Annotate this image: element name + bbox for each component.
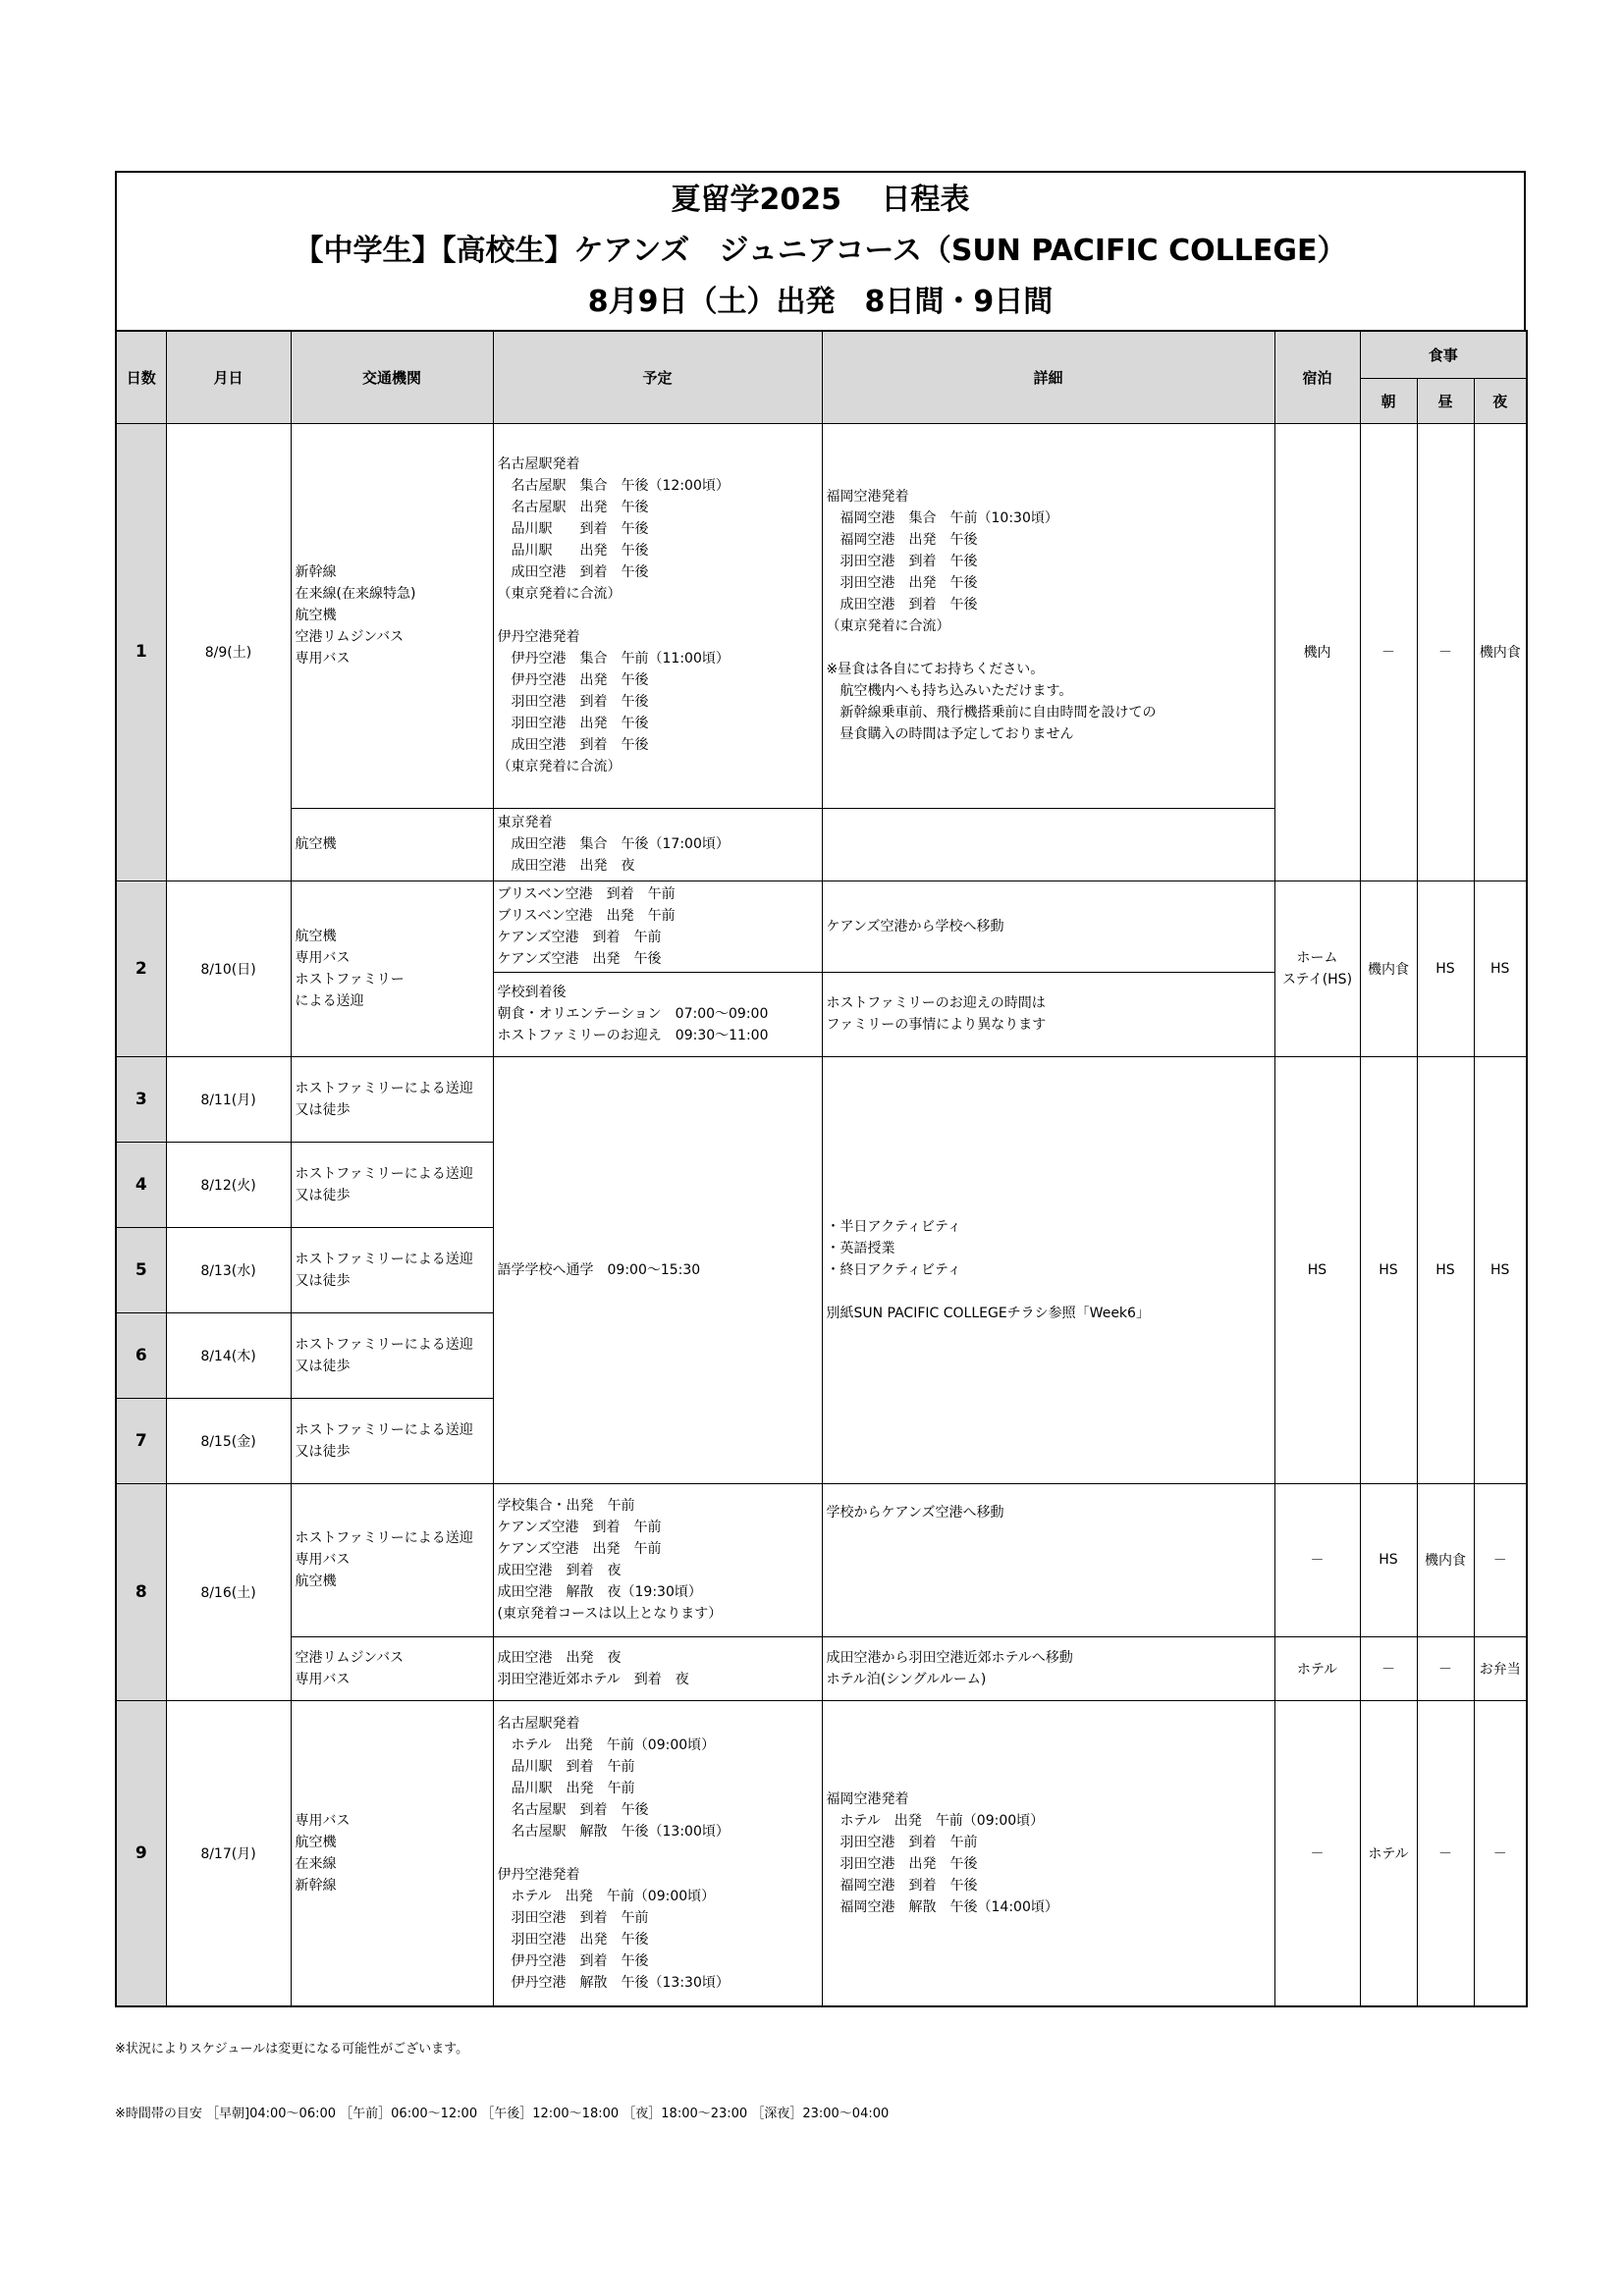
header-dinner: 夜 bbox=[1474, 378, 1527, 423]
date-cell: 8/17(月) bbox=[166, 1700, 291, 2006]
dinner-cell: HS bbox=[1474, 881, 1527, 1056]
schedule-table bbox=[115, 330, 1528, 2007]
table-row bbox=[116, 1483, 1527, 1636]
detail-cell bbox=[822, 808, 1274, 881]
title-line-2: 【中学生】【高校生】ケアンズ ジュニアコース（SUN PACIFIC COLLEGE） bbox=[294, 234, 1347, 268]
date-cell: 8/13(水) bbox=[166, 1227, 291, 1312]
stay-cell: － bbox=[1274, 1700, 1360, 2006]
transport-cell: ホストファミリーによる送迎 又は徒歩 bbox=[291, 1398, 493, 1483]
schedule-sheet bbox=[115, 171, 1526, 2007]
lunch-cell: HS bbox=[1417, 1056, 1474, 1483]
detail-cell: 学校からケアンズ空港へ移動 bbox=[822, 1483, 1274, 1636]
plan-cell: 語学学校へ通学 09:00～15:30 bbox=[493, 1056, 822, 1483]
plan-cell: 学校集合・出発 午前 ケアンズ空港 到着 午前 ケアンズ空港 出発 午前 成田空港 到着 夜 成田空港 解散 夜（19:30頃） (東京発着コースは以上となります） bbox=[493, 1483, 822, 1636]
lunch-cell: － bbox=[1417, 1636, 1474, 1700]
day-number: 3 bbox=[116, 1056, 166, 1142]
transport-cell: ホストファミリーによる送迎 又は徒歩 bbox=[291, 1227, 493, 1312]
plan-cell: ブリスベン空港 到着 午前 ブリスベン空港 出発 午前 ケアンズ空港 到着 午前 ケアンズ空港 出発 午後 bbox=[493, 881, 822, 972]
plan-cell: 名古屋駅発着 ホテル 出発 午前（09:00頃） 品川駅 到着 午前 品川駅 出発 午前 名古屋駅 到着 午後 名古屋駅 解散 午後（13:00頃） 伊丹空港発着 ホテル 出発 午前（09:00頃） 羽田空港 到着 午前 羽田空港 出発 午後 伊丹空港 到着 午後 伊丹空港 解散 午後（13:30頃） bbox=[493, 1700, 822, 2006]
detail-cell: 成田空港から羽田空港近郊ホテルへ移動 ホテル泊(シングルルーム) bbox=[822, 1636, 1274, 1700]
footnote-1: ※状況によりスケジュールは変更になる可能性がございます。 bbox=[115, 2042, 469, 2056]
header-detail: 詳細 bbox=[822, 331, 1274, 423]
day-number: 8 bbox=[116, 1483, 166, 1700]
stay-cell: HS bbox=[1274, 1056, 1360, 1483]
date-cell: 8/11(月) bbox=[166, 1056, 291, 1142]
detail-cell: 福岡空港発着 ホテル 出発 午前（09:00頃） 羽田空港 到着 午前 羽田空港 出発 午後 福岡空港 到着 午後 福岡空港 解散 午後（14:00頃） bbox=[822, 1700, 1274, 2006]
header-plan: 予定 bbox=[493, 331, 822, 423]
lunch-cell: － bbox=[1417, 1700, 1474, 2006]
stay-cell: ホテル bbox=[1274, 1636, 1360, 1700]
day-number: 5 bbox=[116, 1227, 166, 1312]
table-row bbox=[116, 423, 1527, 808]
lunch-cell: － bbox=[1417, 423, 1474, 881]
date-cell: 8/15(金) bbox=[166, 1398, 291, 1483]
detail-cell: ホストファミリーのお迎えの時間は ファミリーの事情により異なります bbox=[822, 972, 1274, 1056]
breakfast-cell: HS bbox=[1360, 1483, 1417, 1636]
date-cell: 8/12(火) bbox=[166, 1142, 291, 1227]
detail-cell: 福岡空港発着 福岡空港 集合 午前（10:30頃） 福岡空港 出発 午後 羽田空港 到着 午後 羽田空港 出発 午後 成田空港 到着 午後 （東京発着に合流） ※昼食は各自にてお持ちください。 航空機内へも持ち込みいただけます。 新幹線乗車前、飛行機搭乗前に自由時間を設けての 昼食購入の時間は予定しておりません bbox=[822, 423, 1274, 808]
header-meals: 食事 bbox=[1360, 331, 1527, 378]
transport-cell: ホストファミリーによる送迎 又は徒歩 bbox=[291, 1312, 493, 1398]
plan-cell: 名古屋駅発着 名古屋駅 集合 午後（12:00頃） 名古屋駅 出発 午後 品川駅 到着 午後 品川駅 出発 午後 成田空港 到着 午後 （東京発着に合流） 伊丹空港発着 伊丹空港 集合 午前（11:00頃） 伊丹空港 出発 午後 羽田空港 到着 午後 羽田空港 出発 午後 成田空港 到着 午後 （東京発着に合流） bbox=[493, 423, 822, 808]
header-date: 月日 bbox=[166, 331, 291, 423]
header-stay: 宿泊 bbox=[1274, 331, 1360, 423]
transport-cell: 航空機 bbox=[291, 808, 493, 881]
dinner-cell: お弁当 bbox=[1474, 1636, 1527, 1700]
footnotes bbox=[115, 1996, 889, 2147]
plan-cell: 東京発着 成田空港 集合 午後（17:00頃） 成田空港 出発 夜 bbox=[493, 808, 822, 881]
day-number: 1 bbox=[116, 423, 166, 881]
dinner-cell: － bbox=[1474, 1483, 1527, 1636]
date-cell: 8/14(木) bbox=[166, 1312, 291, 1398]
table-row bbox=[116, 1636, 1527, 1700]
stay-cell: ホーム ステイ(HS) bbox=[1274, 881, 1360, 1056]
date-cell: 8/10(日) bbox=[166, 881, 291, 1056]
dinner-cell: 機内食 bbox=[1474, 423, 1527, 881]
title-line-1: 夏留学2025 日程表 bbox=[671, 183, 970, 217]
breakfast-cell: － bbox=[1360, 423, 1417, 881]
transport-cell: ホストファミリーによる送迎 又は徒歩 bbox=[291, 1142, 493, 1227]
day-number: 6 bbox=[116, 1312, 166, 1398]
table-row bbox=[116, 1056, 1527, 1142]
title-box bbox=[115, 171, 1526, 330]
day-number: 2 bbox=[116, 881, 166, 1056]
breakfast-cell: HS bbox=[1360, 1056, 1417, 1483]
header-transport: 交通機関 bbox=[291, 331, 493, 423]
lunch-cell: HS bbox=[1417, 881, 1474, 1056]
title-line-3: 8月9日（土）出発 8日間・9日間 bbox=[587, 285, 1054, 319]
date-cell: 8/16(土) bbox=[166, 1483, 291, 1700]
breakfast-cell: － bbox=[1360, 1636, 1417, 1700]
detail-cell: ・半日アクティビティ ・英語授業 ・終日アクティビティ 別紙SUN PACIFIC COLLEGEチラシ参照「Week6」 bbox=[822, 1056, 1274, 1483]
header-breakfast: 朝 bbox=[1360, 378, 1417, 423]
day-number: 7 bbox=[116, 1398, 166, 1483]
transport-cell: ホストファミリーによる送迎 又は徒歩 bbox=[291, 1056, 493, 1142]
detail-cell: ケアンズ空港から学校へ移動 bbox=[822, 881, 1274, 972]
date-cell: 8/9(土) bbox=[166, 423, 291, 881]
dinner-cell: － bbox=[1474, 1700, 1527, 2006]
transport-cell: 空港リムジンバス 専用バス bbox=[291, 1636, 493, 1700]
day-number: 9 bbox=[116, 1700, 166, 2006]
transport-cell: 専用バス 航空機 在来線 新幹線 bbox=[291, 1700, 493, 2006]
lunch-cell: 機内食 bbox=[1417, 1483, 1474, 1636]
table-row bbox=[116, 1700, 1527, 2006]
footnote-2: ※時間帯の目安 ［早朝]04:00～06:00 ［午前］06:00～12:00 ［午後］12:00～18:00 ［夜］18:00～23:00 ［深夜］23:00～04:00 bbox=[115, 2107, 890, 2121]
breakfast-cell: ホテル bbox=[1360, 1700, 1417, 2006]
day-number: 4 bbox=[116, 1142, 166, 1227]
transport-cell: 新幹線 在来線(在来線特急) 航空機 空港リムジンバス 専用バス bbox=[291, 423, 493, 808]
stay-cell: － bbox=[1274, 1483, 1360, 1636]
header-day: 日数 bbox=[116, 331, 166, 423]
breakfast-cell: 機内食 bbox=[1360, 881, 1417, 1056]
table-row bbox=[116, 881, 1527, 972]
transport-cell: 航空機 専用バス ホストファミリー による送迎 bbox=[291, 881, 493, 1056]
header-lunch: 昼 bbox=[1417, 378, 1474, 423]
stay-cell: 機内 bbox=[1274, 423, 1360, 881]
plan-cell: 成田空港 出発 夜 羽田空港近郊ホテル 到着 夜 bbox=[493, 1636, 822, 1700]
transport-cell: ホストファミリーによる送迎 専用バス 航空機 bbox=[291, 1483, 493, 1636]
plan-cell: 学校到着後 朝食・オリエンテーション 07:00～09:00 ホストファミリーのお迎え 09:30～11:00 bbox=[493, 972, 822, 1056]
dinner-cell: HS bbox=[1474, 1056, 1527, 1483]
